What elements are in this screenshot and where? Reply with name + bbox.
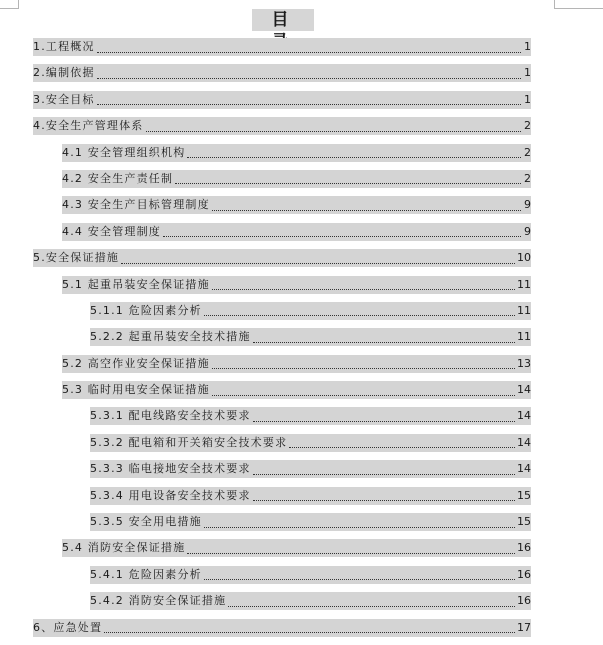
toc-entry[interactable]	[33, 328, 531, 346]
dot-leader	[289, 437, 515, 448]
toc-entry-page-number: 17	[517, 620, 531, 634]
dot-leader	[104, 622, 515, 633]
toc-entry[interactable]	[33, 249, 531, 267]
toc-entry[interactable]	[33, 223, 531, 241]
toc-entry[interactable]	[33, 513, 531, 531]
dot-leader	[175, 173, 521, 184]
toc-entry[interactable]	[33, 460, 531, 478]
toc-entry-label: 3.安全目标	[33, 92, 95, 106]
toc-entry[interactable]	[33, 487, 531, 505]
toc-entry-page-number: 14	[517, 383, 531, 397]
toc-entry[interactable]	[33, 302, 531, 320]
page-corner-mark-left	[0, 0, 19, 9]
dot-leader	[146, 121, 522, 132]
toc-entry-label: 5.3 临时用电安全保证措施	[62, 383, 210, 397]
toc-entry-page-number: 16	[517, 541, 531, 555]
toc-entry[interactable]	[33, 592, 531, 610]
toc-entry-page-number: 14	[517, 409, 531, 423]
toc-entry[interactable]	[33, 539, 531, 557]
toc-entry-label: 1.工程概况	[33, 40, 95, 53]
toc-entry[interactable]	[33, 407, 531, 425]
toc-entry-label: 5.1 起重吊装安全保证措施	[62, 277, 210, 291]
dot-leader	[204, 517, 515, 528]
toc-entry-label: 5.1.1 危险因素分析	[90, 303, 202, 317]
toc-entry-label: 5.3.2 配电箱和开关箱安全技术要求	[90, 435, 288, 449]
toc-entry-page-number: 1	[524, 40, 531, 53]
toc-entry-label: 4.1 安全管理组织机构	[62, 145, 186, 159]
toc-entry-label: 5.3.4 用电设备安全技术要求	[90, 488, 251, 502]
toc-entry[interactable]	[33, 434, 531, 452]
toc-entry-page-number: 16	[517, 594, 531, 608]
table-of-contents	[33, 38, 531, 645]
toc-entry-label: 5.4.1 危险因素分析	[90, 567, 202, 581]
toc-entry-label: 5.2.2 起重吊装安全技术措施	[90, 330, 251, 344]
toc-entry-label: 4.4 安全管理制度	[62, 224, 161, 238]
toc-entry[interactable]	[33, 196, 531, 214]
toc-entry-page-number: 10	[517, 251, 531, 265]
toc-entry-label: 5.安全保证措施	[33, 251, 120, 265]
toc-entry[interactable]	[33, 38, 531, 56]
dot-leader	[187, 147, 521, 158]
dot-leader	[187, 543, 515, 554]
toc-entry-page-number: 1	[524, 66, 531, 80]
toc-entry[interactable]	[33, 355, 531, 373]
toc-entry-page-number: 11	[517, 303, 531, 317]
toc-entry[interactable]	[33, 117, 531, 135]
toc-entry[interactable]	[33, 276, 531, 294]
dot-leader	[204, 305, 515, 316]
toc-entry-label: 6、应急处置	[33, 620, 103, 634]
toc-entry-page-number: 9	[524, 224, 531, 238]
toc-entry-page-number: 11	[517, 330, 531, 344]
dot-leader	[97, 94, 521, 105]
toc-entry-page-number: 15	[517, 488, 531, 502]
toc-entry[interactable]	[33, 170, 531, 188]
dot-leader	[97, 42, 521, 53]
toc-entry-label: 5.3.5 安全用电措施	[90, 515, 202, 529]
toc-entry[interactable]	[33, 619, 531, 637]
toc-entry-label: 5.2 高空作业安全保证措施	[62, 356, 210, 370]
dot-leader	[253, 490, 515, 501]
toc-entry-label: 5.3.1 配电线路安全技术要求	[90, 409, 251, 423]
page-corner-mark-right	[554, 0, 603, 9]
toc-entry-page-number: 2	[524, 171, 531, 185]
toc-entry-page-number: 14	[517, 462, 531, 476]
dot-leader	[253, 464, 515, 475]
toc-entry-label: 4.2 安全生产责任制	[62, 171, 174, 185]
toc-entry-label: 4.3 安全生产目标管理制度	[62, 198, 210, 212]
toc-entry-page-number: 9	[524, 198, 531, 212]
dot-leader	[253, 411, 515, 422]
dot-leader	[212, 200, 521, 211]
toc-entry-page-number: 13	[517, 356, 531, 370]
toc-entry-page-number: 14	[517, 435, 531, 449]
dot-leader	[228, 596, 515, 607]
toc-entry-page-number: 16	[517, 567, 531, 581]
toc-entry-label: 5.3.3 临电接地安全技术要求	[90, 462, 251, 476]
dot-leader	[212, 385, 515, 396]
dot-leader	[212, 279, 515, 290]
toc-entry-label: 2.编制依据	[33, 66, 95, 80]
toc-entry[interactable]	[33, 566, 531, 584]
dot-leader	[163, 226, 521, 237]
dot-leader	[204, 569, 515, 580]
toc-entry[interactable]	[33, 144, 531, 162]
dot-leader	[121, 253, 515, 264]
dot-leader	[253, 332, 515, 343]
toc-entry-page-number: 11	[517, 277, 531, 291]
toc-entry-label: 5.4.2 消防安全保证措施	[90, 594, 227, 608]
toc-entry-page-number: 2	[524, 119, 531, 133]
dot-leader	[212, 358, 515, 369]
toc-entry-page-number: 15	[517, 515, 531, 529]
toc-entry-page-number: 1	[524, 92, 531, 106]
toc-entry[interactable]	[33, 64, 531, 82]
toc-entry-label: 4.安全生产管理体系	[33, 119, 144, 133]
toc-entry[interactable]	[33, 381, 531, 399]
toc-entry[interactable]	[33, 91, 531, 109]
toc-entry-label: 5.4 消防安全保证措施	[62, 541, 186, 555]
toc-entry-page-number: 2	[524, 145, 531, 159]
page-title: 目	[252, 9, 314, 31]
dot-leader	[97, 68, 521, 79]
